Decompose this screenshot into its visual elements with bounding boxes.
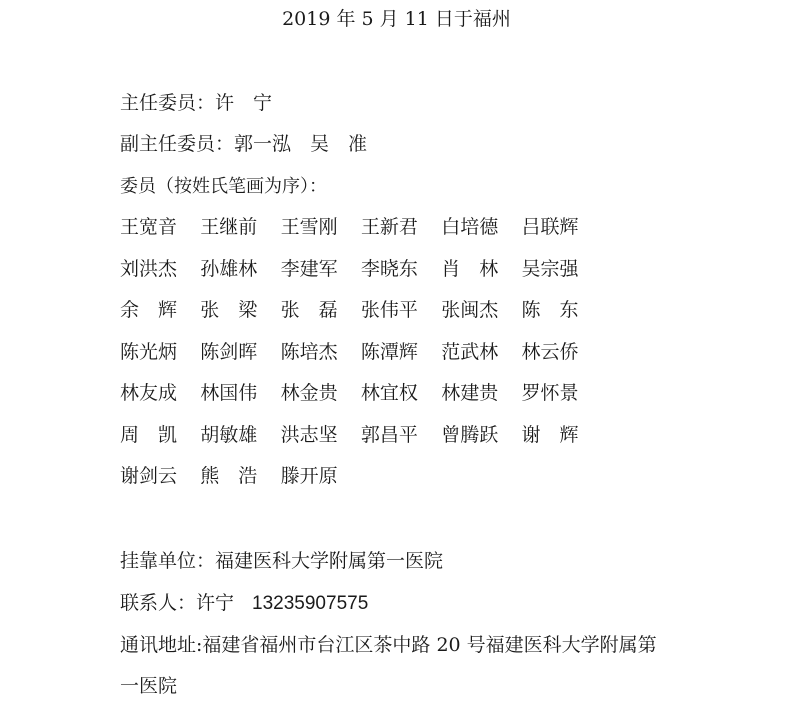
address-line-1: 福建省福州市台江区茶中路 20 号福建医科大学附属第 xyxy=(202,634,657,656)
contact-phone: 13235907575 xyxy=(252,593,369,614)
member-name: 吴宗强 xyxy=(521,257,579,280)
member-name: 郭昌平 xyxy=(360,423,418,446)
member-name: 林金贵 xyxy=(280,382,338,404)
chair-label: 主任委员： xyxy=(120,92,216,114)
chair-name: 许 宁 xyxy=(215,92,273,114)
member-name: 刘洪杰 xyxy=(120,257,178,280)
member-name: 陈培杰 xyxy=(280,340,338,363)
member-name: 王新君 xyxy=(360,216,418,238)
contact-name: 许宁 xyxy=(196,592,235,614)
member-name: 林友成 xyxy=(120,382,178,404)
member-name: 罗怀景 xyxy=(521,382,579,404)
member-name: 范武林 xyxy=(441,340,499,363)
member-name: 张 磊 xyxy=(280,299,338,321)
member-name: 张伟平 xyxy=(360,299,418,321)
member-name: 熊 浩 xyxy=(200,465,258,487)
vice-chair-line xyxy=(120,131,367,157)
member-name: 林云侨 xyxy=(521,340,579,363)
member-name: 王雪刚 xyxy=(280,216,338,238)
contact-label: 联系人： xyxy=(120,592,197,614)
member-name: 吕联辉 xyxy=(521,216,579,238)
member-name: 谢剑云 xyxy=(120,465,178,487)
member-name: 陈潭辉 xyxy=(360,340,418,363)
address-line xyxy=(120,632,657,658)
member-name: 曾腾跃 xyxy=(441,423,499,446)
member-name: 周 凯 xyxy=(120,423,178,446)
member-name: 洪志坚 xyxy=(280,423,338,446)
affiliation-line xyxy=(120,548,443,574)
member-name: 滕开原 xyxy=(280,465,338,487)
vice-chair-names: 郭一泓 吴 准 xyxy=(234,133,368,155)
member-name: 陈 东 xyxy=(521,299,579,321)
member-name: 李建军 xyxy=(280,257,338,280)
member-name: 李晓东 xyxy=(360,257,418,280)
address-label: 通讯地址: xyxy=(120,634,203,656)
member-name: 王继前 xyxy=(200,216,258,238)
member-name: 陈光炳 xyxy=(120,340,178,363)
member-name: 谢 辉 xyxy=(521,423,579,446)
vice-chair-label: 副主任委员： xyxy=(120,133,235,155)
contact-line xyxy=(120,590,368,617)
member-name: 林国伟 xyxy=(200,382,258,404)
affiliation-label: 挂靠单位： xyxy=(120,550,216,572)
member-name: 白培德 xyxy=(441,216,499,238)
member-name: 林建贵 xyxy=(441,382,499,404)
member-name: 孙雄林 xyxy=(200,257,258,280)
members-heading: 委员（按姓氏笔画为序）： xyxy=(120,176,327,197)
member-name: 王宽音 xyxy=(120,216,178,238)
member-name: 张 梁 xyxy=(200,299,258,321)
member-name: 林宜权 xyxy=(360,382,418,404)
date-line: 2019 年 5 月 11 日于福州 xyxy=(282,8,511,30)
chair-line xyxy=(120,90,272,116)
member-name: 胡敏雄 xyxy=(200,423,258,446)
member-name: 余 辉 xyxy=(120,299,178,321)
member-name: 陈剑晖 xyxy=(200,340,258,363)
member-name: 张闽杰 xyxy=(441,299,499,321)
affiliation-value: 福建医科大学附属第一医院 xyxy=(215,550,444,572)
member-name: 肖 林 xyxy=(441,257,499,280)
address-line-2: 一医院 xyxy=(120,675,178,697)
